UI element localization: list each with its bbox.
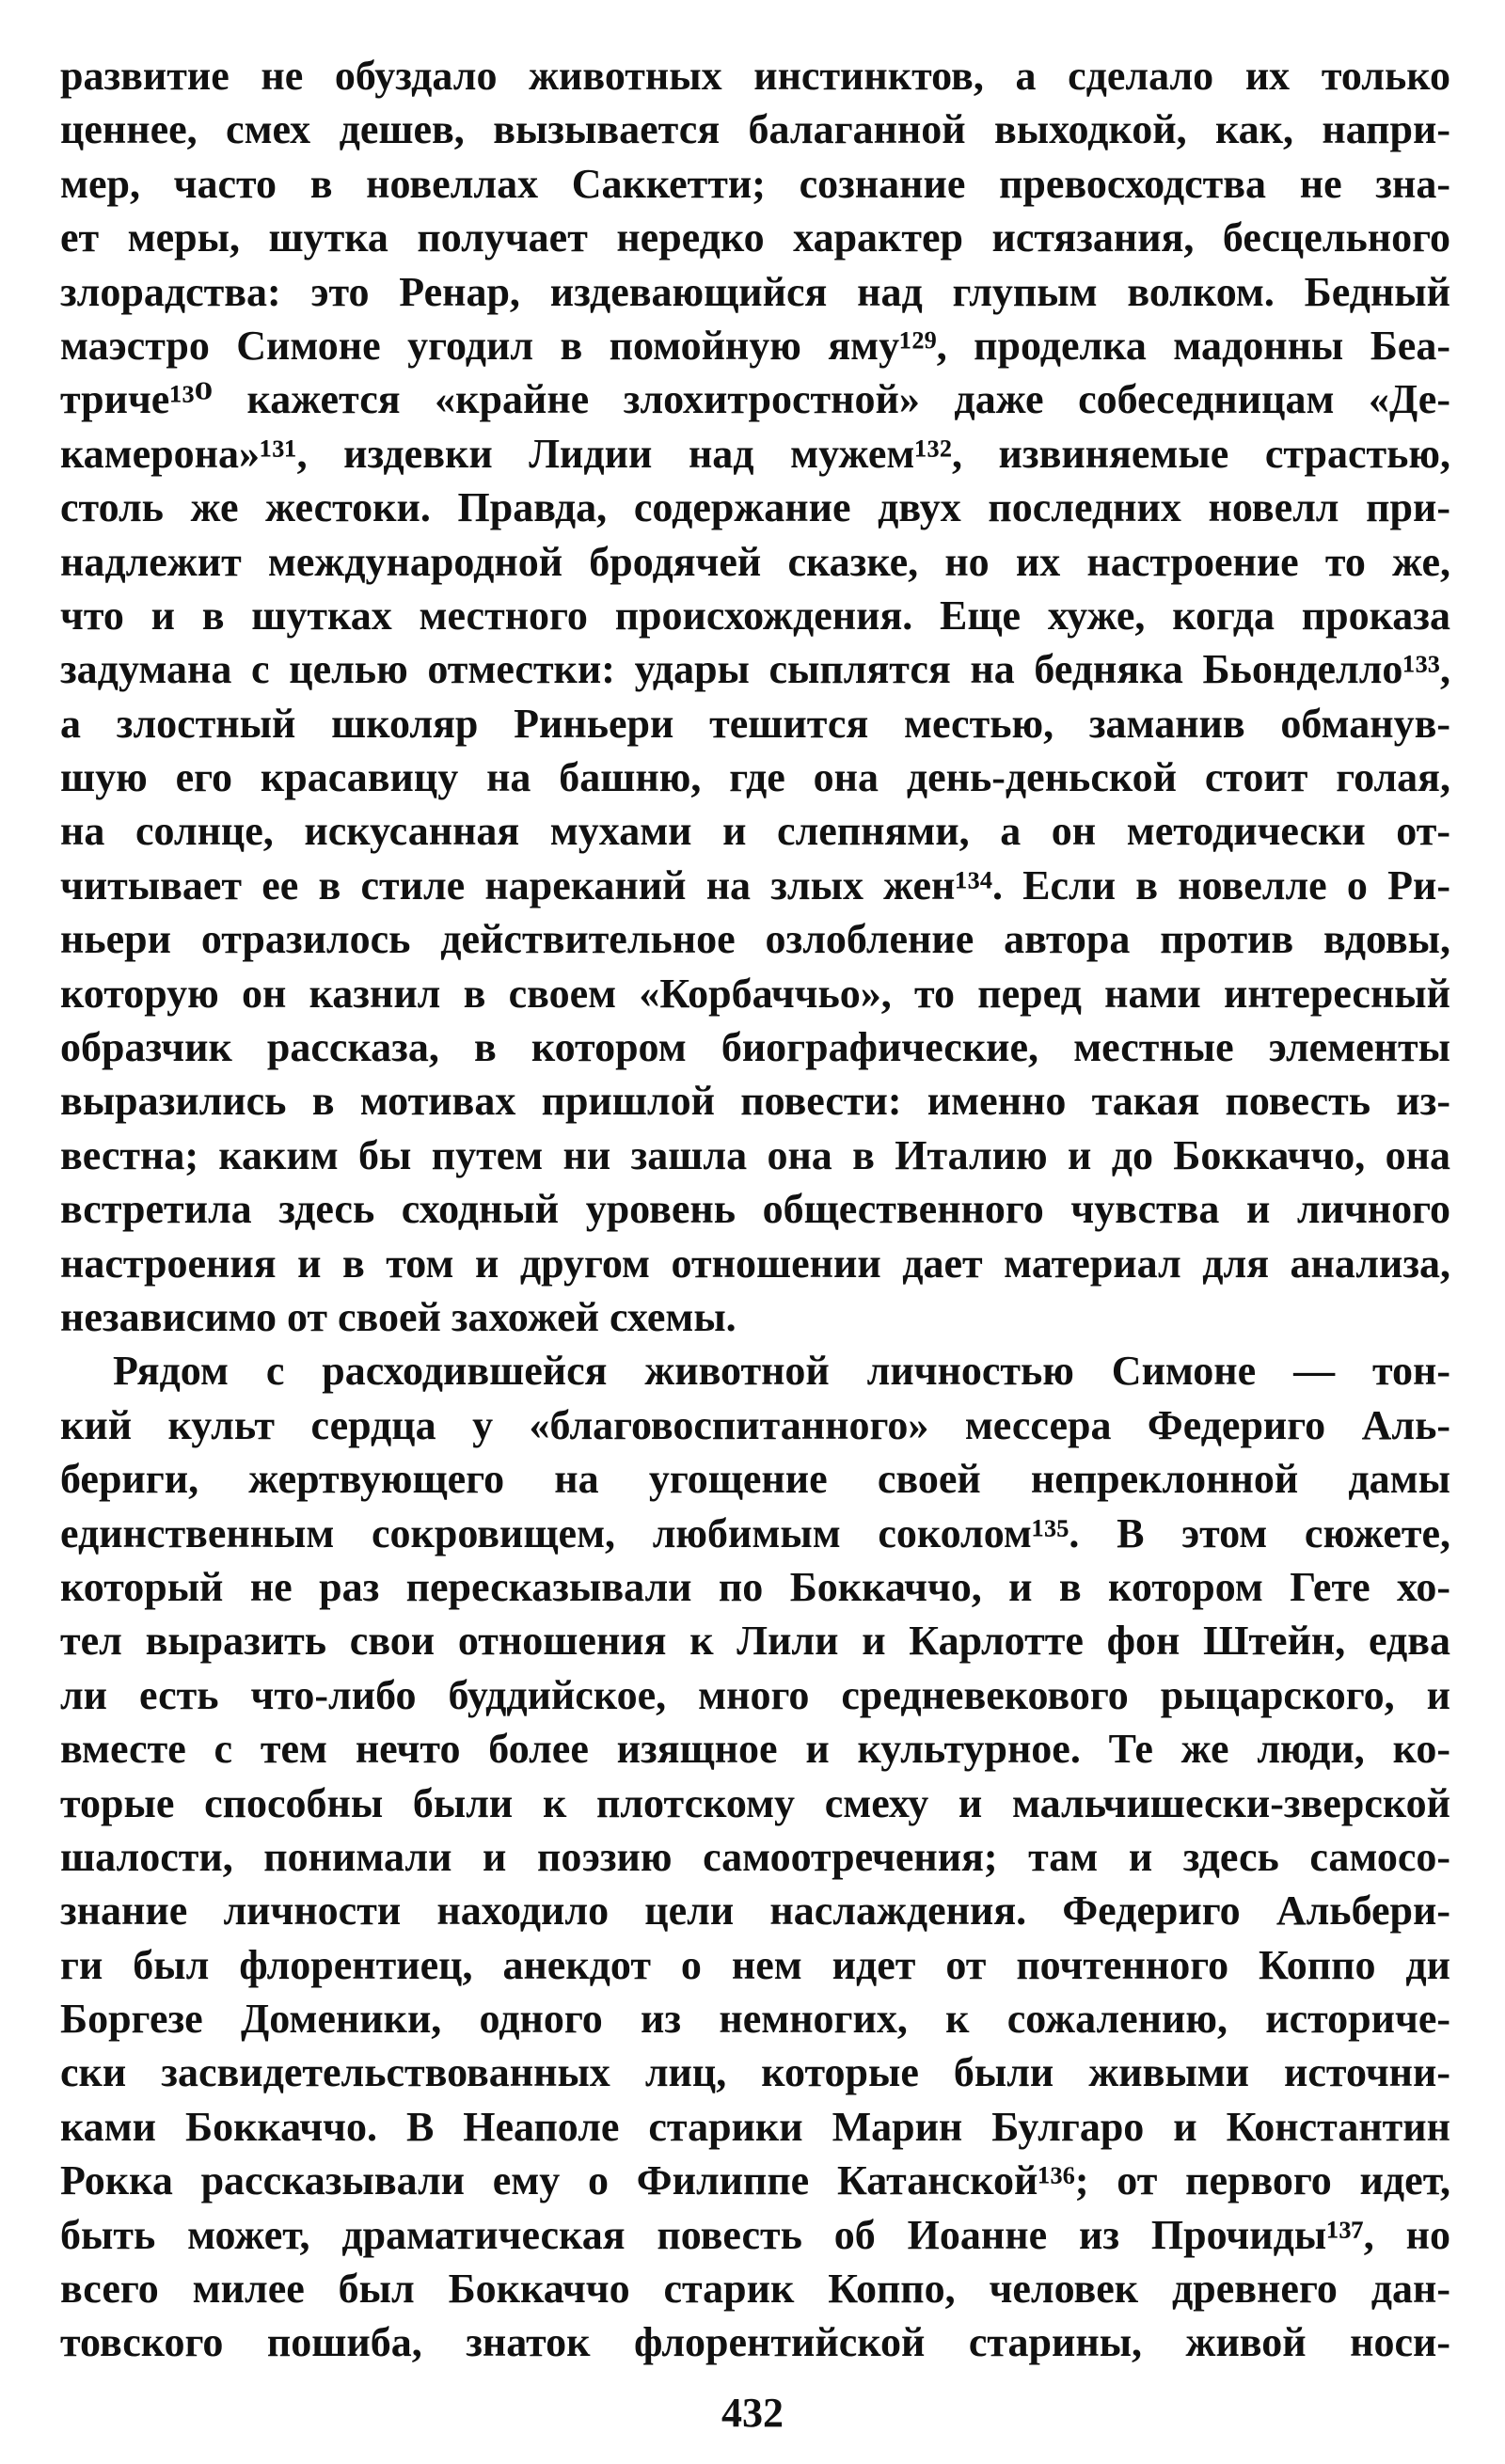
text-line: образчик рассказа, в котором биографические, местные элементы (60, 1024, 1450, 1071)
text-line: тел выразить свои отношения к Лили и Карлотте фон Штейн, едва (60, 1618, 1450, 1665)
text-line: надлежит международной бродячей сказке, но их настроение то же, (60, 538, 1450, 585)
text-line: на солнце, искусанная мухами и слепнями, а он методически от- (60, 808, 1450, 855)
text-line: независимо от своей захожей схемы. (60, 1293, 737, 1340)
text-line: что и в шутках местного происхождения. Еще хуже, когда проказа (60, 592, 1450, 639)
text-line: а злостный школяр Риньери тешится местью, заманив обманув- (60, 700, 1450, 747)
text-line: настроения и в том и другом отношении дает материал для анализа, (60, 1240, 1450, 1287)
text-line: маэстро Симоне угодил в помойную яму¹²⁹, проделка мадонны Беа- (60, 322, 1450, 369)
text-line: ски засвидетельствованных лиц, которые были живыми источни- (60, 2049, 1450, 2096)
text-line: ет меры, шутка получает нередко характер истязания, бесцельного (60, 214, 1450, 261)
text-line: бериги, жертвующего на угощение своей непреклонной дамы (60, 1456, 1450, 1503)
text-line: который не раз пересказывали по Боккаччо, и в котором Гете хо- (60, 1563, 1450, 1610)
text-line: единственным сокровищем, любимым соколом¹³⁵. В этом сюжете, (60, 1509, 1450, 1556)
text-line: Рокка рассказывали ему о Филиппе Катанской¹³⁶; от первого идет, (60, 2157, 1450, 2204)
text-line: выразились в мотивах пришлой повести: именно такая повесть из- (60, 1078, 1450, 1125)
text-line: злорадства: это Ренар, издевающийся над глупым волком. Бедный (60, 268, 1450, 315)
text-line: Боргезе Доменики, одного из немногих, к сожалению, историче- (60, 1996, 1450, 2043)
text-line: триче¹³⁰ кажется «крайне злохитростной» даже собеседницам «Де- (60, 376, 1450, 423)
text-line: вместе с тем нечто более изящное и культурное. Те же люди, ко- (60, 1726, 1450, 1773)
page-text (60, 49, 1450, 2370)
paragraph-2 (60, 1344, 1450, 2369)
text-line: вестна; каким бы путем ни зашла она в Италию и до Боккаччо, она (60, 1131, 1450, 1178)
text-line: Рядом с расходившейся животной личностью Симоне — тон- (113, 1348, 1450, 1395)
text-line: встретила здесь сходный уровень общественного чувства и личного (60, 1186, 1450, 1233)
text-line: шалости, понимали и поэзию самоотречения; там и здесь самосо- (60, 1833, 1450, 1880)
text-line: товского пошиба, знаток флорентийской старины, живой носи- (60, 2319, 1450, 2366)
paragraph-1 (60, 49, 1450, 1344)
text-line: быть может, драматическая повесть об Иоанне из Прочиды¹³⁷, но (60, 2211, 1450, 2258)
text-line: ками Боккаччо. В Неаполе старики Марин Булгаро и Константин (60, 2103, 1450, 2150)
text-line: камерона»¹³¹, издевки Лидии над мужем¹³², извиняемые страстью, (60, 430, 1450, 477)
text-line: мер, часто в новеллах Саккетти; сознание превосходства не зна- (60, 160, 1450, 207)
text-line: шую его красавицу на башню, где она день-деньской стоит голая, (60, 754, 1450, 801)
text-line: кий культ сердца у «благовоспитанного» мессера Федериго Аль- (60, 1401, 1450, 1448)
text-line: ги был флорентиец, анекдот о нем идет от почтенного Коппо ди (60, 1941, 1450, 1988)
text-line: столь же жестоки. Правда, содержание двух последних новелл при- (60, 484, 1450, 531)
text-line: торые способны были к плотскому смеху и мальчишески-зверской (60, 1779, 1450, 1826)
text-line: читывает ее в стиле нареканий на злых жен¹³⁴. Если в новелле о Ри- (60, 861, 1450, 908)
text-line: знание личности находило цели наслаждения. Федериго Альбери- (60, 1887, 1450, 1935)
text-line: ли есть что-либо буддийское, много средневекового рыцарского, и (60, 1671, 1450, 1718)
text-line: которую он казнил в своем «Корбаччьо», то перед нами интересный (60, 970, 1450, 1017)
text-line: ценнее, смех дешев, вызывается балаганной выходкой, как, напри- (60, 106, 1450, 153)
text-line: ньери отразилось действительное озлобление автора против вдовы, (60, 916, 1450, 963)
text-line: задумана с целью отместки: удары сыплятся на бедняка Бьонделло¹³³, (60, 646, 1450, 693)
text-line: всего милее был Боккаччо старик Коппо, человек древнего дан- (60, 2266, 1450, 2313)
page-number: 432 (721, 2390, 784, 2436)
text-line: развитие не обуздало животных инстинктов, а сделало их только (60, 53, 1450, 99)
